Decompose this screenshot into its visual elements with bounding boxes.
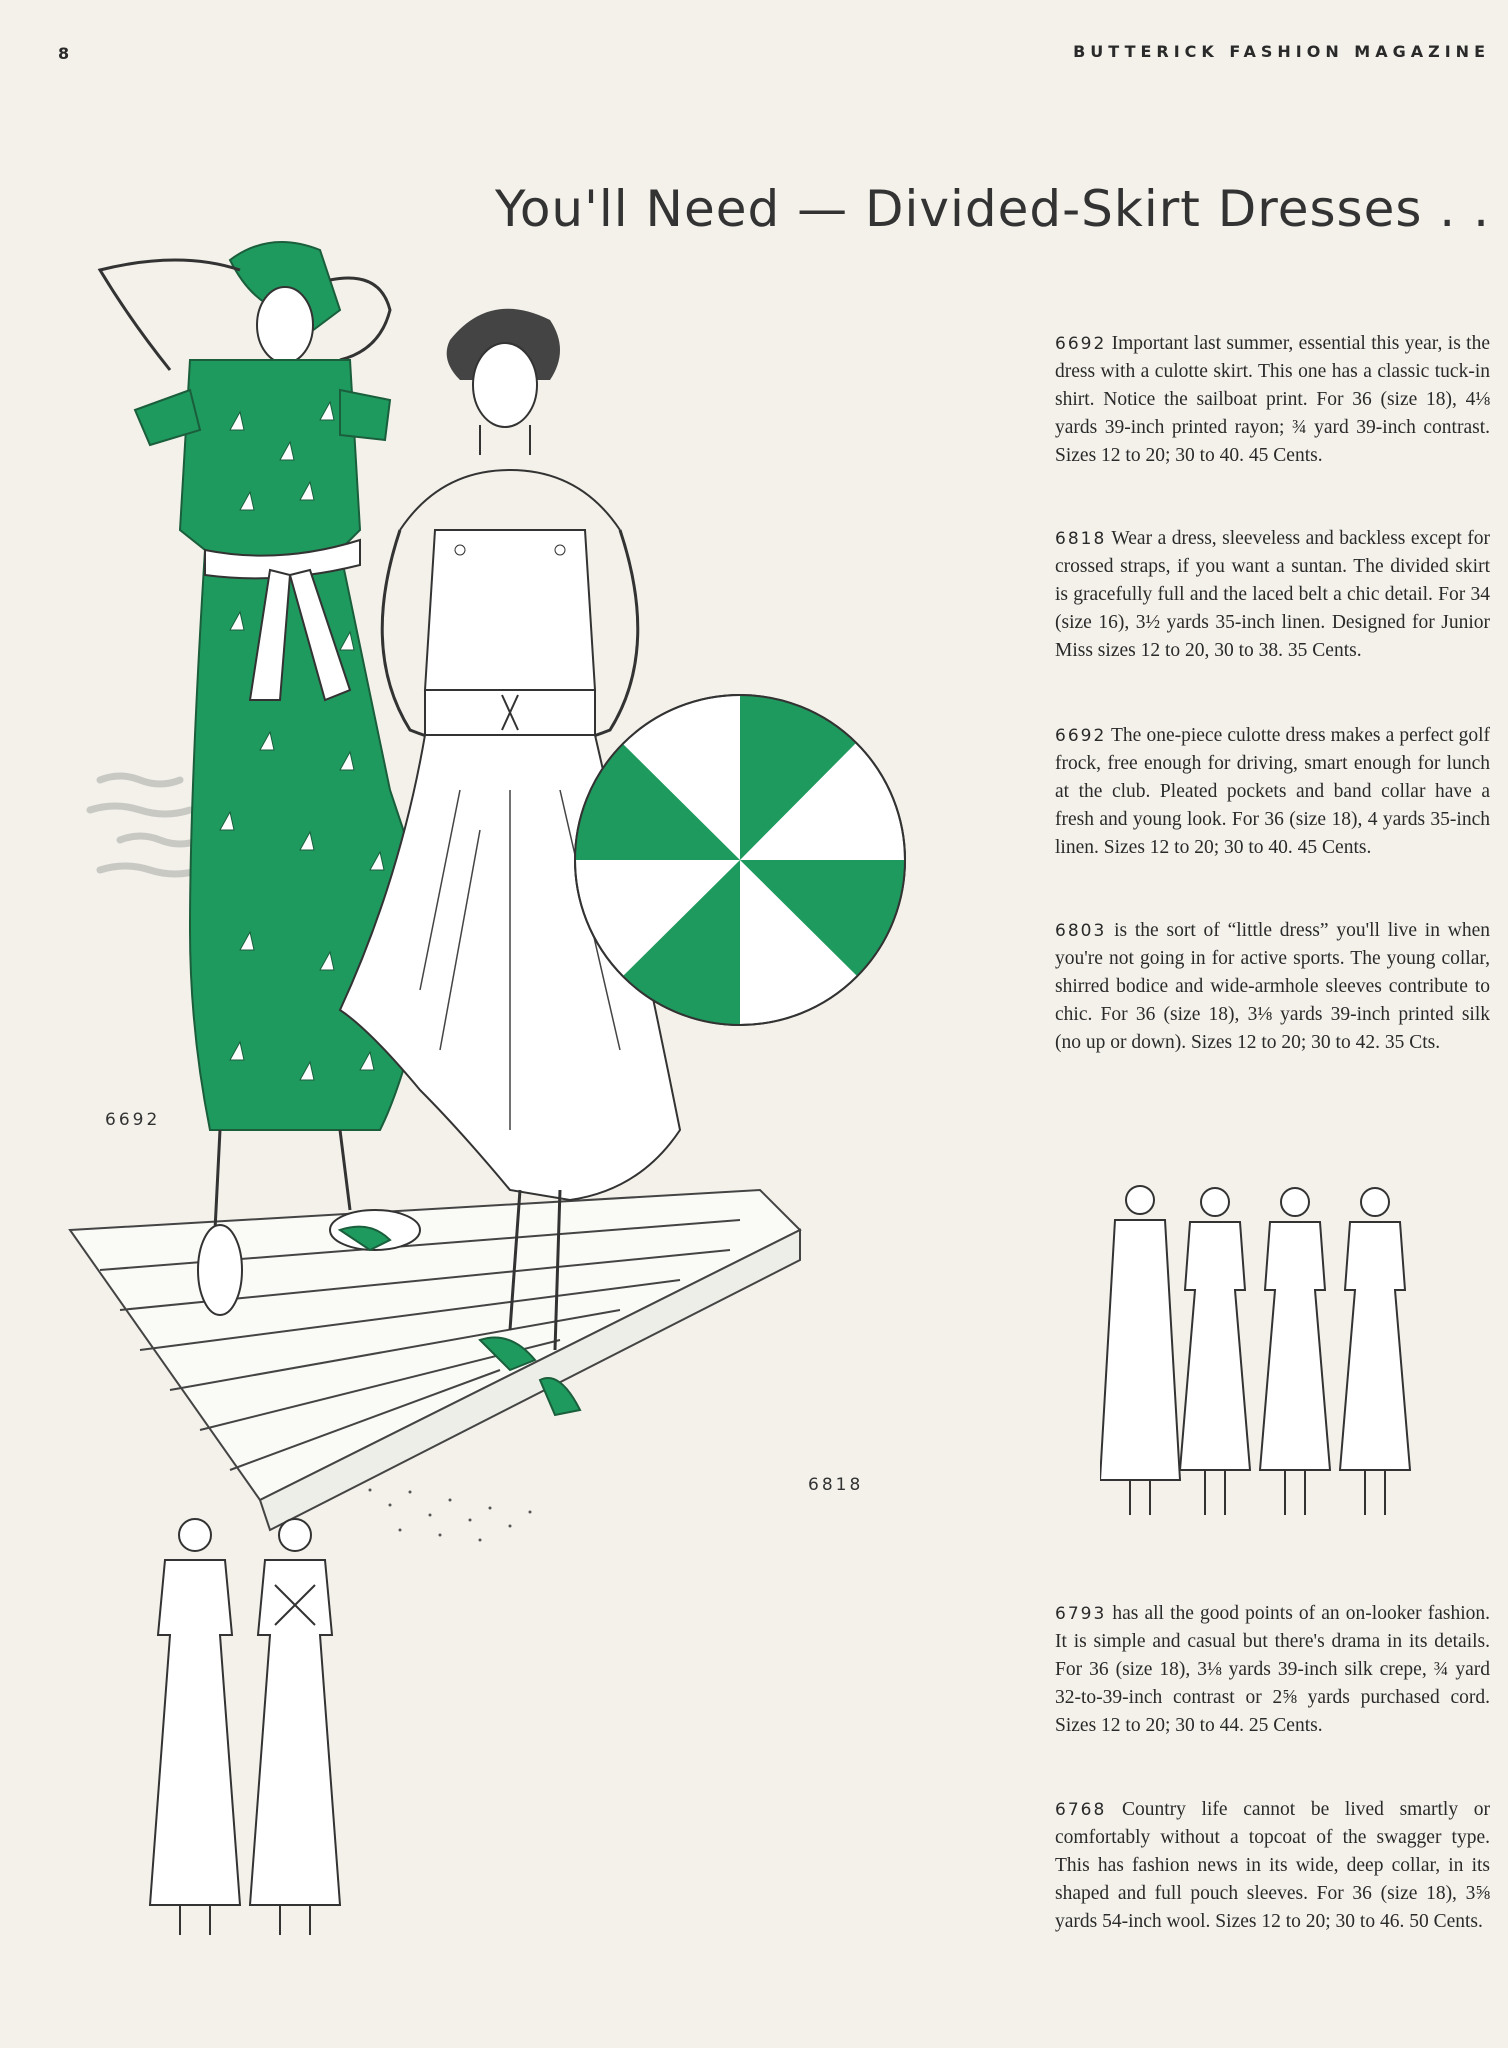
pattern-number: 6768	[1055, 1800, 1107, 1820]
page-number: 8	[58, 44, 70, 63]
spray-dots	[369, 1489, 532, 1542]
pattern-number: 6793	[1055, 1604, 1107, 1624]
pattern-number: 6803	[1055, 921, 1107, 941]
description-6803	[1055, 917, 1490, 1057]
description-text: The one-piece culotte dress makes a perfect golf frock, free enough for driving, smart enough for lunch at the club. Pleated pockets and band collar have a fresh and young look. For 36 (size 18), 4 yards 35-inch linen. Sizes 12 to 20; 30 to 40. 45 Cents.	[1055, 725, 1490, 858]
pattern-number: 6818	[1055, 529, 1107, 549]
description-text: Important last summer, essential this year, is the dress with a culotte skirt. This one has a classic tuck-in shirt. Notice the sailboat print. For 36 (size 18), 4⅛ yards 39-inch printed rayon; ¾ yard 39-inch contrast. Sizes 12 to 20; 30 to 40. 45 Cents.	[1055, 333, 1490, 466]
figure-label-6818: 6818	[808, 1475, 864, 1495]
description-6768	[1055, 1796, 1490, 1936]
pattern-number: 6692	[1055, 726, 1107, 746]
bottom-back-view-sketches	[120, 1505, 390, 1945]
description-6692-a	[1055, 330, 1490, 470]
pattern-number: 6692	[1055, 334, 1107, 354]
description-text: is the sort of “little dress” you'll live in when you're not going in for active sports. The young collar, shirred bodice and wide-armhole sleeves contribute to chic. For 36 (size 18), 3⅛ yards 39-inch printed silk (no up or down). Sizes 12 to 20; 30 to 42. 35 Cts.	[1055, 920, 1490, 1053]
water-strokes-left	[90, 776, 200, 874]
dock	[70, 1190, 800, 1530]
figure-label-6692: 6692	[105, 1110, 161, 1130]
description-6818	[1055, 525, 1490, 665]
description-text: Wear a dress, sleeveless and backless except for crossed straps, if you want a suntan. The divided skirt is gracefully full and the laced belt a chic detail. For 34 (size 16), 3½ yards 35-inch linen. Designed for Junior Miss sizes 12 to 20, 30 to 38. 35 Cents.	[1055, 528, 1490, 661]
description-text: has all the good points of an on-looker fashion. It is simple and casual but there's drama in its details. For 36 (size 18), 3⅛ yards 39-inch silk crepe, ¾ yard 32-to-39-inch contrast or 2⅝ yards purchased cord. Sizes 12 to 20; 30 to 44. 25 Cents.	[1055, 1603, 1490, 1736]
beach-ball	[575, 695, 905, 1025]
description-text: Country life cannot be lived smartly or comfortably without a topcoat of the swagger type. This has fashion news in its wide, deep collar, in its shaped and full pouch sleeves. For 36 (size 18), 3⅝ yards 54-inch wool. Sizes 12 to 20; 30 to 46. 50 Cents.	[1055, 1799, 1490, 1932]
description-6793	[1055, 1600, 1490, 1740]
page-headline: You'll Need — Divided-Skirt Dresses . .	[494, 180, 1490, 238]
back-view-sketches	[1100, 1180, 1440, 1530]
magazine-masthead: BUTTERICK FASHION MAGAZINE	[1073, 42, 1490, 61]
fashion-illustration	[40, 230, 1040, 1610]
description-6692-b	[1055, 722, 1490, 862]
woman-green-dress	[100, 242, 420, 1315]
